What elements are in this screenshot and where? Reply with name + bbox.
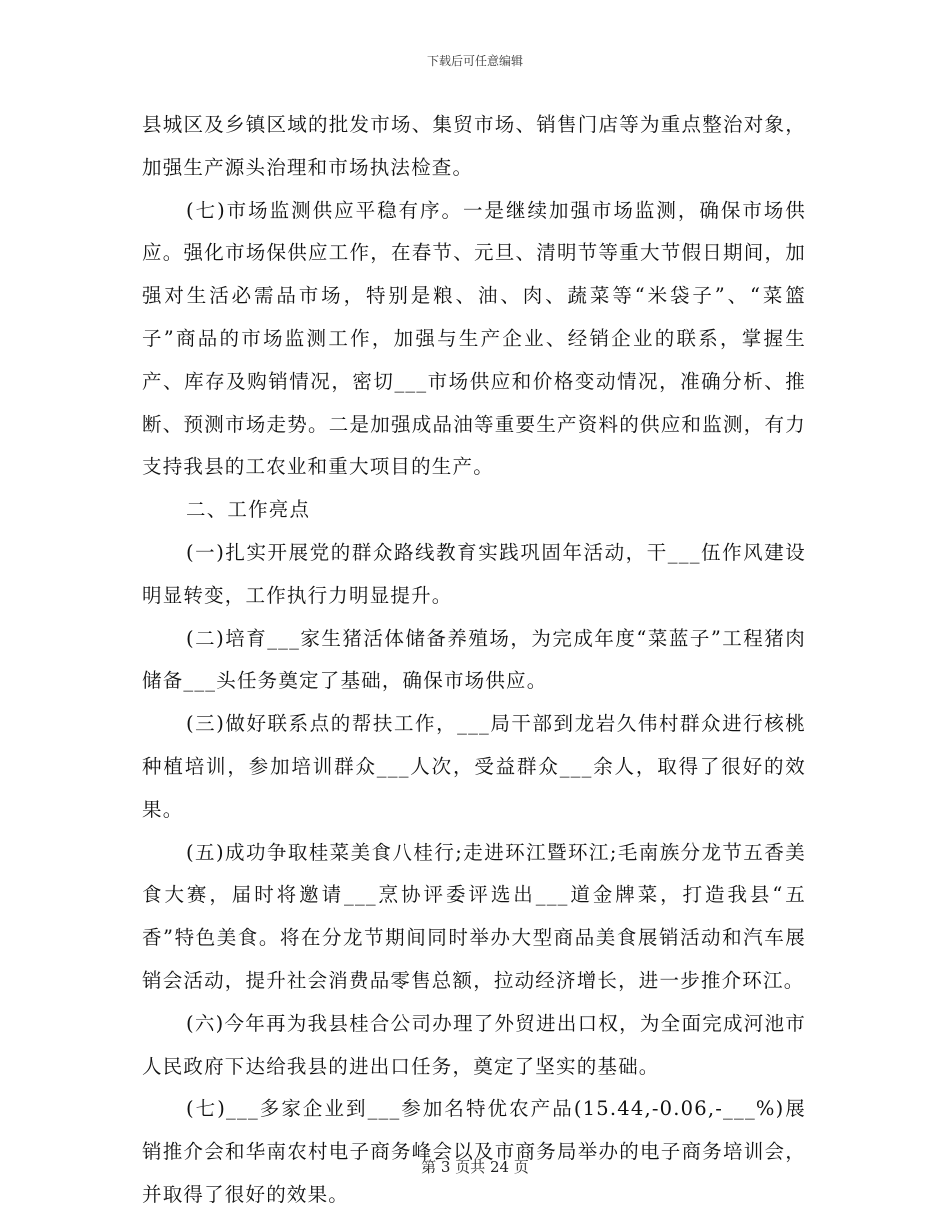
paragraph: (二)培育___家生猪活体储备养殖场，为完成年度“菜蓝子”工程猪肉储备___头任务奠定了基础，确保市场供应。 [142, 626, 806, 693]
paragraph: (三)做好联系点的帮扶工作，___局干部到龙岩久伟村群众进行核桃种植培训，参加培训群众___人次，受益群众___余人，取得了很好的效果。 [142, 712, 806, 821]
section-heading: 二、工作亮点 [186, 498, 311, 522]
paragraph: (一)扎实开展党的群众路线教育实践巩固年活动，干___伍作风建设明显转变，工作执行力明显提升。 [142, 540, 806, 607]
document-body [142, 104, 806, 1217]
paragraph: (六)今年再为我县桂合公司办理了外贸进出口权，为全面完成河池市人民政府下达给我县的进出口任务，奠定了坚实的基础。 [142, 1011, 806, 1078]
paragraph: (五)成功争取桂菜美食八桂行;走进环江暨环江;毛南族分龙节五香美食大赛，届时将邀请___烹协评委评选出___道金牌菜，打造我县“五香”特色美食。将在分龙节期间同时举办大型商品美食展销活动和汽车展销会活动，提升社会消费品零售总额，拉动经济增长，进一步推介环江。 [142, 840, 806, 992]
page-header: 下载后可任意编辑 [426, 54, 523, 68]
page-number-footer: 第 3 页共 24 页 [421, 1158, 529, 1176]
paragraph: (七)市场监测供应平稳有序。一是继续加强市场监测，确保市场供应。强化市场保供应工作，在春节、元旦、清明节等重大节假日期间，加强对生活必需品市场，特别是粮、油、肉、蔬菜等“米袋子”、“菜篮子”商品的市场监测工作，加强与生产企业、经销企业的联系，掌握生产、库存及购销情况，密切___市场供应和价格变动情况，准确分析、推断、预测市场走势。二是加强成品油等重要生产资料的供应和监测，有力支持我县的工农业和重大项目的生产。 [142, 198, 806, 479]
paragraph: (七)___多家企业到___参加名特优农产品(15.44,-0.06,-___%)展销推介会和华南农村电子商务峰会以及市商务局举办的电子商务培训会，并取得了很好的效果。 [142, 1097, 806, 1206]
paragraph: 县城区及乡镇区域的批发市场、集贸市场、销售门店等为重点整治对象，加强生产源头治理和市场执法检查。 [142, 113, 806, 179]
